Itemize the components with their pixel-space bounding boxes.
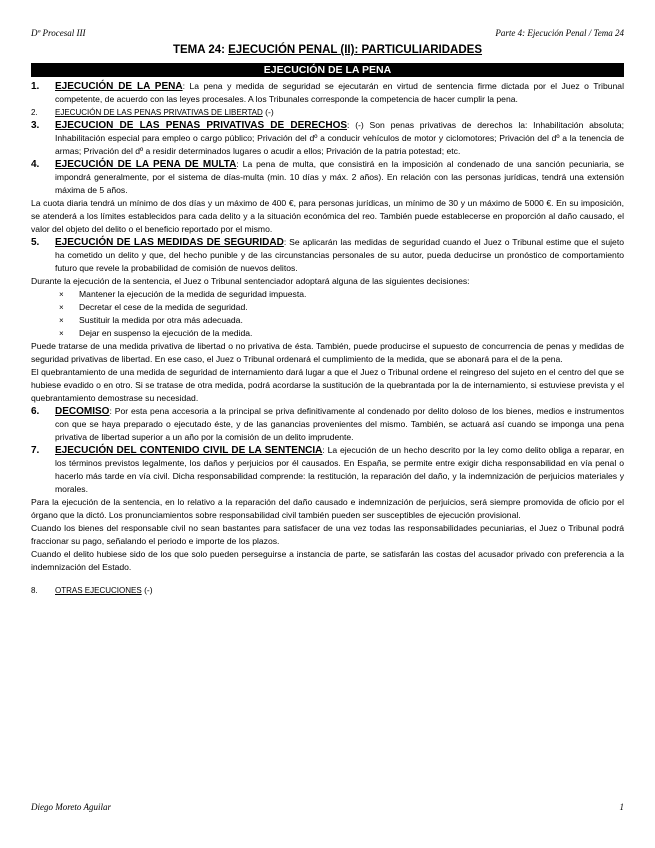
page-footer [31, 802, 624, 812]
item-5 [31, 236, 624, 275]
paragraph-tratarse: Puede tratarse de una medida privativa de libertad o no privativa de ésta. También, puede producirse el supuesto de concurrencia de penas y medidas de seguridad privativas de libertad. En ese caso, el Juez o Tribunal ordenará el cumplimiento de la medida, que se abonará para el de la pena. [31, 341, 624, 364]
bullet-text: Dejar en suspenso la ejecución de la medida. [79, 328, 253, 338]
item-text: : La pena de multa, que consistirá en la imposición al condenado de una sanción pecuniaria, se impondrá generalmente, por el sistema de días-multa (min. 10 días y máx. 2 años). En relación con las personas jurídicas, tendrá una extensión máxima de 5 años. [55, 159, 624, 195]
paragraph-quebrantamiento: El quebrantamiento de una medida de seguridad de internamiento dará lugar a que el Juez o Tribunal ordene el reingreso del sujeto en el centro del que se hubiese evadido o en otro. Si se tratase de otra medida, podrá acordarse la sustitución de la quebrantada por la de internamiento, si estuviese prevista y el quebrantamiento demostrase su necesidad. [31, 367, 624, 403]
item-text: : (-) Son penas privativas de derechos la: Inhabilitación absoluta; Inhabilitación especial para empleo o cargo público; Privación del dº a conducir vehículos de motor y ciclomotores; Privación del dº a la tenencia de armas; Privación del dº a residir determinados lugares o acudir a ellos; Privación de la patria potestad; etc. [55, 120, 624, 156]
bullet-item [31, 327, 624, 340]
bullet-mark-icon: × [59, 303, 64, 312]
header-left: Dº Procesal III [31, 28, 86, 38]
footer-author: Diego Moreto Aguilar [31, 802, 111, 812]
item-title: EJECUCIÓN DE LA PENA DE MULTA [55, 159, 237, 170]
item-6 [31, 405, 624, 444]
item-number: 2. [31, 108, 38, 117]
item-title: OTRAS EJECUCIONES [55, 586, 142, 595]
bullet-item [31, 314, 624, 327]
document-body [31, 80, 624, 597]
paragraph-ejecucion: Para la ejecución de la sentencia, en lo relativo a la reparación del daño causado e indemnización de perjuicios, será siempre promovida de oficio por el órgano que la dictó. Los pronunciamientos sobre responsabilidad civil también pueden ser susceptibles de ejecución provisional. [31, 497, 624, 520]
item-number: 5. [31, 237, 40, 248]
item-title: EJECUCIÓN DE LAS MEDIDAS DE SEGURIDAD [55, 237, 284, 248]
paragraph-bienes: Cuando los bienes del responsable civil no sean bastantes para satisfacer de una vez todas las responsabilidades pecuniarias, el Juez o Tribunal podrá fraccionar su pago, señalando el periodo e importe de los plazos. [31, 523, 624, 546]
paragraph-delito: Cuando el delito hubiese sido de los que solo pueden perseguirse a instancia de parte, se satisfarán las costas del acusador privado con preferencia a la indemnización del Estado. [31, 549, 624, 572]
item-3 [31, 119, 624, 158]
bullet-text: Decretar el cese de la medida de seguridad. [79, 302, 248, 312]
item-title: EJECUCIÓN DE LAS PENAS PRIVATIVAS DE LIBERTAD [55, 108, 263, 117]
page-title [0, 44, 655, 56]
item-4 [31, 158, 624, 197]
item-8 [31, 584, 624, 597]
item-text: : La pena y medida de seguridad se ejecutarán en virtud de sentencia firme dictada por el Juez o Tribunal competente, de acuerdo con las leyes procesales. A los Tribunales corresponde la competencia de hacer cumplir la pena. [55, 81, 624, 104]
item-number: 7. [31, 445, 40, 456]
item-number: 4. [31, 159, 40, 170]
item-title: EJECUCIÓN DEL CONTENIDO CIVIL DE LA SENTENCIA [55, 445, 323, 456]
bullet-text: Mantener la ejecución de la medida de seguridad impuesta. [79, 289, 307, 299]
paragraph-durante: Durante la ejecución de la sentencia, el Juez o Tribunal sentenciador adoptará alguna de las siguientes decisiones: [31, 276, 470, 286]
item-7 [31, 444, 624, 496]
item-1 [31, 80, 624, 106]
bullet-mark-icon: × [59, 316, 64, 325]
item-title: EJECUCIÓN DE LA PENA [55, 81, 183, 92]
item-number: 1. [31, 81, 40, 92]
bullet-item [31, 288, 624, 301]
page-header [31, 28, 624, 38]
item-text: : Se aplicarán las medidas de seguridad cuando el Juez o Tribunal estime que el sujeto ha cometido un delito y que, del hecho punible y de las circunstancias personales de su autor, pueda deducirse un pronóstico de comportamiento futuro que revele la probabilidad de comisión de nuevos delitos. [55, 237, 624, 273]
item-text: : Por esta pena accesoria a la principal se priva definitivamente al condenado por delito doloso de los bienes, medios e instrumentos con que se haya preparado o ejecutado éste, y de las ganancias provenientes del mismo. También, se actuará así cuando se imponga una pena privativa de libertad superior a un año por la comisión de un delito imprudente. [55, 406, 624, 442]
item-text: : La ejecución de un hecho descrito por la ley como delito obliga a reparar, en los términos previstos legalmente, los daños y perjuicios por él causados. En España, se permite entre exigir dicha responsabilidad en vía penal o hacerlo más tarde en vía civil. Dicha responsabilidad comprende: la restitución, la reparación del daño, y la indemnización de perjuicios materiales y morales. [55, 445, 624, 494]
item-title: DECOMISO [55, 406, 110, 417]
bullet-text: Sustituir la medida por otra más adecuada. [79, 315, 243, 325]
title-prefix: TEMA 24: [172, 44, 229, 56]
bullet-mark-icon: × [59, 329, 64, 338]
paragraph-cuota: La cuota diaria tendrá un mínimo de dos días y un máximo de 400 €, para personas jurídicas, un mínimo de 30 y un máximo de 5000 €. En su imposición, se atenderá a los límites establecidos para cada delito y a la situación económica del reo. También puede establecerse en proporción al daño causado, el valor del objeto del delito o el beneficio reportado por el mismo. [31, 198, 624, 234]
header-right: Parte 4: Ejecución Penal / Tema 24 [495, 28, 624, 38]
item-number: 8. [31, 586, 38, 595]
item-text: (-) [141, 585, 153, 595]
item-title: EJECUCION DE LAS PENAS PRIVATIVAS DE DERECHOS [55, 120, 348, 131]
bullet-item [31, 301, 624, 314]
item-number: 3. [31, 120, 40, 131]
title-underlined: EJECUCIÓN PENAL (II): PARTICULIARIDADES [228, 44, 483, 56]
item-number: 6. [31, 406, 40, 417]
item-2 [31, 106, 624, 119]
page-number: 1 [619, 802, 624, 812]
bullet-mark-icon: × [59, 290, 64, 299]
section-bar: EJECUCIÓN DE LA PENA [31, 63, 624, 77]
item-text: (-) [262, 107, 274, 117]
